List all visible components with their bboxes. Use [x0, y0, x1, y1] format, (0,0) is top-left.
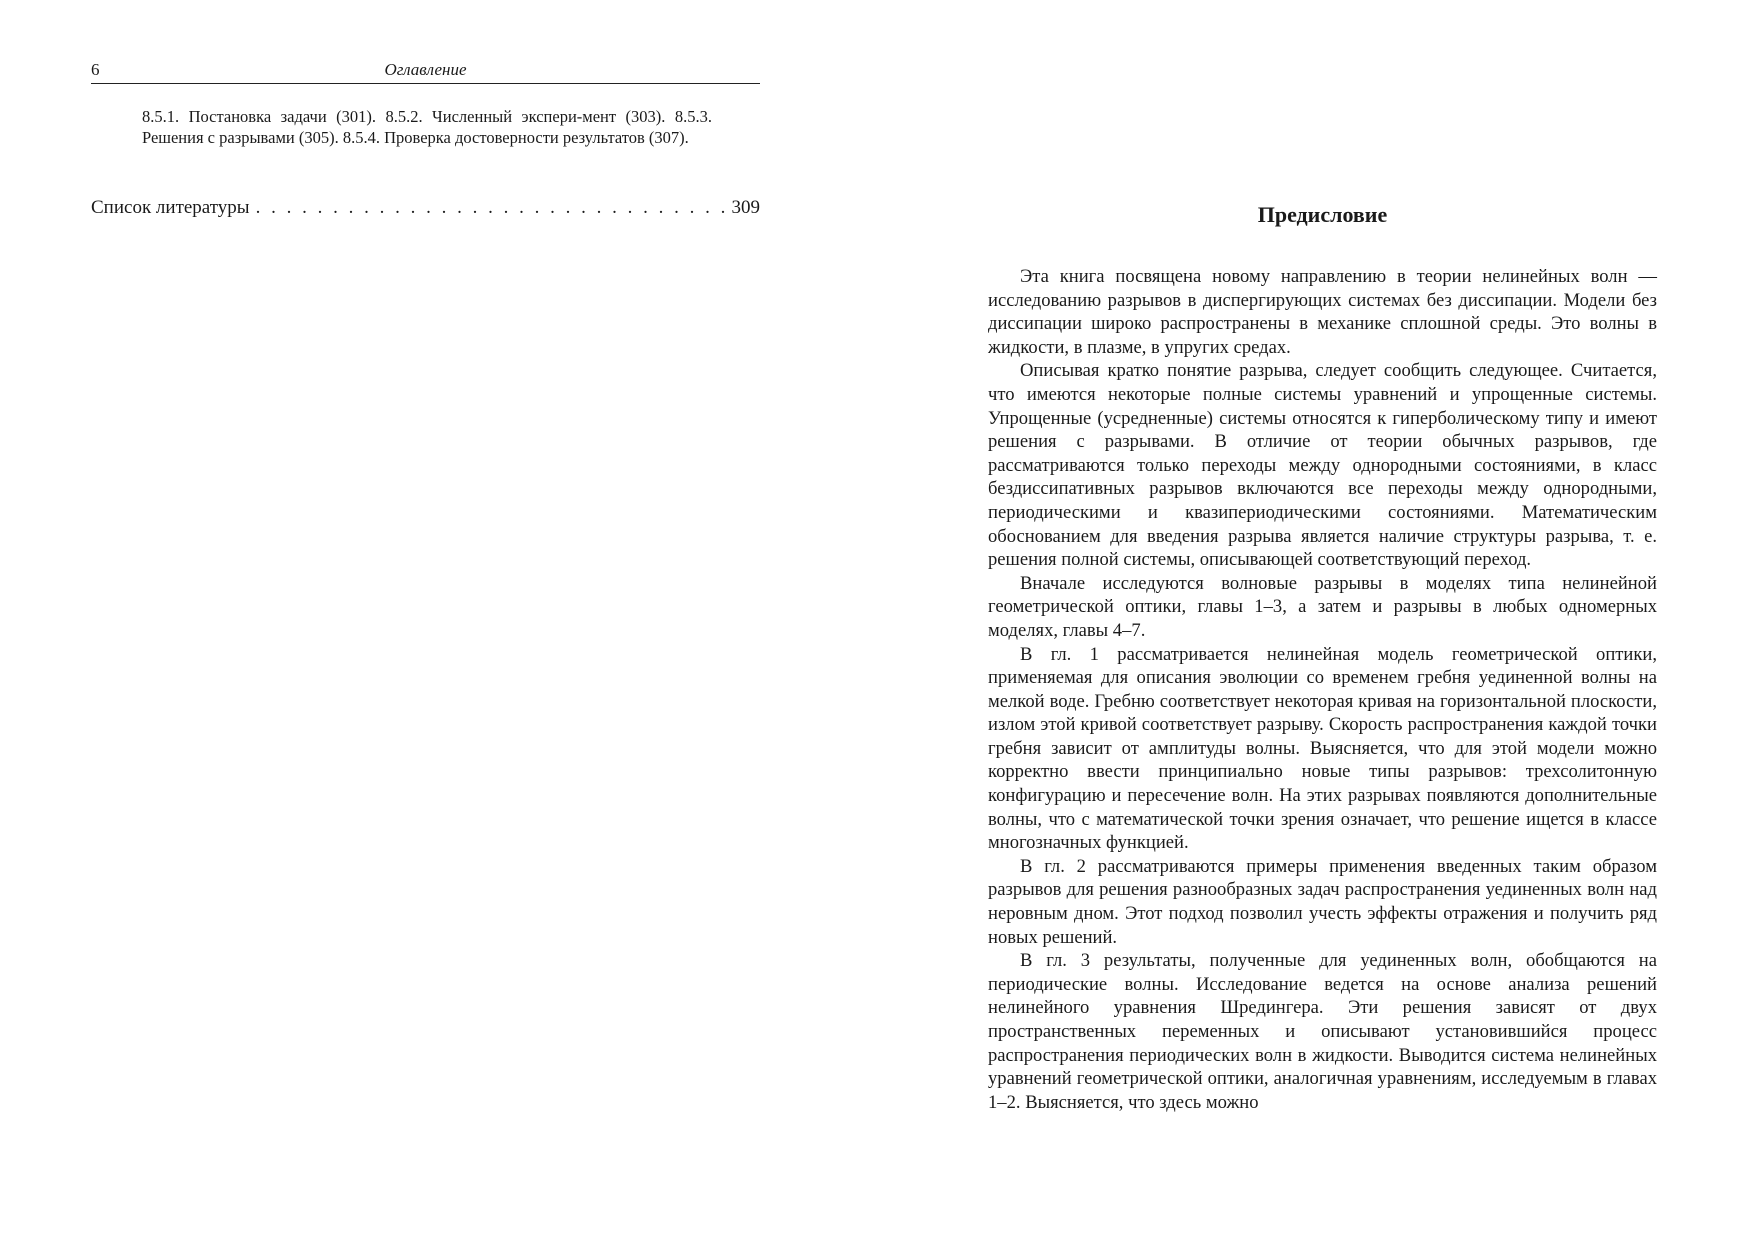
toc-entry-bibliography[interactable]: [91, 195, 760, 221]
paragraph: Вначале исследуются волновые разрывы в моделях типа нелинейной геометрической оптики, главы 1–3, а затем и разрывы в любых одномерных моделях, главы 4–7.: [988, 572, 1657, 641]
paragraph: В гл. 2 рассматриваются примеры применения введенных таким образом разрывов для решения разнообразных задач распространения уединенных волн над неровным дном. Этот подход позволил учесть эффекты отражения и получить ряд новых решений.: [988, 855, 1657, 948]
paragraph: В гл. 1 рассматривается нелинейная модель геометрической оптики, применяемая для описания эволюции со временем гребня уединенной волны на мелкой воде. Гребню соответствует некоторая кривая на горизонтальной плоскости, излом этой кривой соответствует разрыву. Скорость распространения каждой точки гребня зависит от амплитуды волны. Выясняется, что для этой модели можно корректно ввести принципиально новые типы разрывов: трехсолитонную конфигурацию и пересечение волн. На этих разрывах появляются дополнительные волны, что с математической точки зрения означает, что решение ищется в классе многозначных функцией.: [988, 643, 1657, 854]
page-number: 6: [91, 60, 100, 79]
chapter-title: Предисловие: [1257, 202, 1388, 227]
preface-body: [988, 265, 1657, 1114]
paragraph: Эта книга посвящена новому направлению в теории нелинейных волн — исследованию разрывов в диспергирующих системах без диссипации. Модели без диссипации широко распространены в механике сплошной среды. Это волны в жидкости, в плазме, в упругих средах.: [988, 266, 1657, 358]
toc-entry-page: 309: [731, 197, 760, 218]
toc-subsections: 8.5.1. Постановка задачи (301). 8.5.2. Численный экспери-мент (303). 8.5.3. Решения с разрывами (305). 8.5.4. Проверка достоверности результатов (307).: [142, 107, 712, 147]
paragraph: В гл. 3 результаты, полученные для уединенных волн, обобщаются на периодические волны. Исследование ведется на основе анализа решений нелинейного уравнения Шредингера. Эти решения зависят от двух пространственных переменных и описывают установившийся процесс распространения периодических волн в жидкости. Выводится система нелинейных уравнений геометрической оптики, аналогичная уравнениям, исследуемым в главах 1–2. Выясняется, что здесь можно: [988, 950, 1657, 1113]
running-title: Оглавление: [384, 60, 467, 79]
toc-leader-dots: [256, 195, 726, 221]
paragraph: Описывая кратко понятие разрыва, следует сообщить следующее. Считается, что имеются некоторые полные системы уравнений и упрощенные системы. Упрощенные (усредненные) системы относятся к гиперболическому типу и имеют решения с разрывами. В отличие от теории обычных разрывов, где рассматриваются только переходы между однородными состояниями, в класс бездиссипативных разрывов включаются все переходы между однородными, периодическими и квазипериодическими состояниями. Математическим обоснованием для введения разрыва является наличие структуры разрыва, т. е. решения полной системы, описывающей соответствующий переход.: [988, 360, 1657, 571]
right-page: [877, 0, 1754, 1241]
running-header: [91, 59, 760, 84]
toc-entry-label: Список литературы: [91, 197, 250, 218]
